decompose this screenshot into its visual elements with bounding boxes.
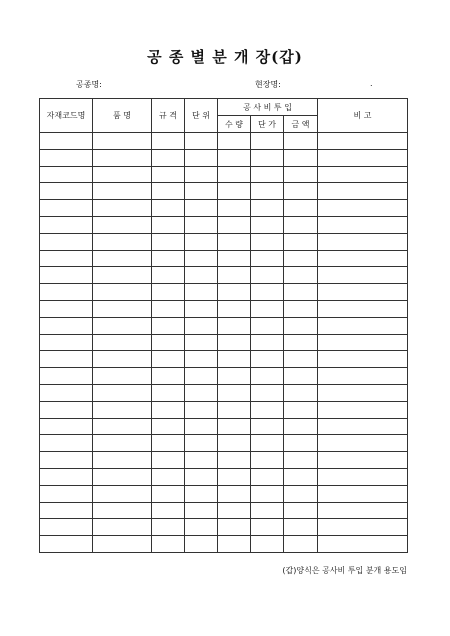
table-cell[interactable]	[218, 166, 251, 183]
table-cell[interactable]	[152, 250, 185, 267]
table-cell[interactable]	[251, 485, 284, 502]
table-cell[interactable]	[218, 317, 251, 334]
table-cell[interactable]	[218, 233, 251, 250]
table-cell[interactable]	[218, 418, 251, 435]
table-cell[interactable]	[93, 452, 152, 469]
table-cell[interactable]	[318, 284, 408, 301]
table-cell[interactable]	[152, 351, 185, 368]
table-row	[40, 149, 408, 166]
table-row	[40, 334, 408, 351]
table-cell[interactable]	[185, 435, 218, 452]
header-unit-price: 단 가	[251, 116, 284, 133]
table-cell[interactable]	[251, 267, 284, 284]
table-cell[interactable]	[93, 401, 152, 418]
table-cell[interactable]	[318, 166, 408, 183]
table-cell[interactable]	[251, 133, 284, 150]
table-cell[interactable]	[218, 200, 251, 217]
table-row	[40, 384, 408, 401]
table-cell[interactable]	[284, 418, 318, 435]
table-cell[interactable]	[284, 250, 318, 267]
table-cell[interactable]	[251, 418, 284, 435]
table-cell[interactable]	[218, 183, 251, 200]
table-cell[interactable]	[251, 536, 284, 553]
table-row	[40, 200, 408, 217]
table-cell[interactable]	[185, 133, 218, 150]
table-cell[interactable]	[93, 200, 152, 217]
table-cell[interactable]	[284, 233, 318, 250]
table-cell[interactable]	[93, 468, 152, 485]
table-row	[40, 183, 408, 200]
table-cell[interactable]	[318, 300, 408, 317]
table-cell[interactable]	[93, 502, 152, 519]
table-cell[interactable]	[284, 502, 318, 519]
table-cell[interactable]	[152, 300, 185, 317]
table-cell[interactable]	[152, 166, 185, 183]
table-cell[interactable]	[93, 166, 152, 183]
table-cell[interactable]	[318, 200, 408, 217]
table-cell[interactable]	[218, 133, 251, 150]
table-row	[40, 468, 408, 485]
site-name-label: 현장명:	[255, 80, 281, 89]
table-row	[40, 300, 408, 317]
table-cell[interactable]	[93, 233, 152, 250]
table-cell[interactable]	[40, 317, 93, 334]
table-cell[interactable]	[152, 233, 185, 250]
table-cell[interactable]	[185, 384, 218, 401]
table-cell[interactable]	[93, 519, 152, 536]
table-cell[interactable]	[152, 536, 185, 553]
table-cell[interactable]	[93, 435, 152, 452]
table-cell[interactable]	[218, 452, 251, 469]
table-cell[interactable]	[185, 334, 218, 351]
table-cell[interactable]	[40, 149, 93, 166]
table-cell[interactable]	[318, 519, 408, 536]
page-title: 공 종 별 분 개 장(갑)	[147, 48, 303, 66]
table-cell[interactable]	[284, 452, 318, 469]
table-row	[40, 368, 408, 385]
table-cell[interactable]	[284, 300, 318, 317]
table-cell[interactable]	[318, 468, 408, 485]
table-cell[interactable]	[40, 384, 93, 401]
table-cell[interactable]	[185, 519, 218, 536]
table-row	[40, 351, 408, 368]
table-cell[interactable]	[93, 183, 152, 200]
table-cell[interactable]	[318, 351, 408, 368]
table-row	[40, 166, 408, 183]
table-cell[interactable]	[218, 485, 251, 502]
table-cell[interactable]	[218, 334, 251, 351]
table-cell[interactable]	[251, 468, 284, 485]
table-cell[interactable]	[93, 351, 152, 368]
table-cell[interactable]	[152, 317, 185, 334]
table-cell[interactable]	[40, 300, 93, 317]
table-cell[interactable]	[40, 452, 93, 469]
table-cell[interactable]	[318, 418, 408, 435]
table-cell[interactable]	[284, 267, 318, 284]
table-row	[40, 401, 408, 418]
table-cell[interactable]	[218, 401, 251, 418]
table-cell[interactable]	[152, 384, 185, 401]
table-cell[interactable]	[40, 519, 93, 536]
table-cell[interactable]	[284, 149, 318, 166]
table-cell[interactable]	[218, 368, 251, 385]
table-cell[interactable]	[284, 284, 318, 301]
table-cell[interactable]	[218, 284, 251, 301]
table-cell[interactable]	[152, 216, 185, 233]
table-cell[interactable]	[251, 368, 284, 385]
table-cell[interactable]	[185, 267, 218, 284]
table-cell[interactable]	[284, 200, 318, 217]
header-remarks: 비 고	[318, 99, 408, 133]
table-cell[interactable]	[284, 468, 318, 485]
table-cell[interactable]	[251, 384, 284, 401]
table-cell[interactable]	[152, 149, 185, 166]
table-cell[interactable]	[284, 317, 318, 334]
table-cell[interactable]	[318, 250, 408, 267]
table-cell[interactable]	[251, 250, 284, 267]
table-cell[interactable]	[40, 233, 93, 250]
table-cell[interactable]	[185, 452, 218, 469]
header-unit: 단 위	[185, 99, 218, 133]
table-cell[interactable]	[318, 233, 408, 250]
table-cell[interactable]	[152, 200, 185, 217]
table-cell[interactable]	[152, 435, 185, 452]
table-cell[interactable]	[318, 502, 408, 519]
table-cell[interactable]	[251, 216, 284, 233]
table-cell[interactable]	[185, 368, 218, 385]
table-cell[interactable]	[93, 334, 152, 351]
table-cell[interactable]	[40, 368, 93, 385]
table-cell[interactable]	[218, 468, 251, 485]
table-cell[interactable]	[251, 401, 284, 418]
table-cell[interactable]	[284, 536, 318, 553]
table-row	[40, 233, 408, 250]
table-cell[interactable]	[152, 368, 185, 385]
table-cell[interactable]	[152, 183, 185, 200]
table-cell[interactable]	[251, 317, 284, 334]
table-cell[interactable]	[40, 468, 93, 485]
table-row	[40, 267, 408, 284]
header-construction-cost: 공 사 비 투 입	[218, 99, 318, 116]
table-cell[interactable]	[93, 368, 152, 385]
table-row	[40, 250, 408, 267]
table-cell[interactable]	[318, 452, 408, 469]
table-cell[interactable]	[40, 334, 93, 351]
table-cell[interactable]	[40, 351, 93, 368]
table-row	[40, 317, 408, 334]
table-cell[interactable]	[318, 384, 408, 401]
table-cell[interactable]	[93, 250, 152, 267]
table-cell[interactable]	[284, 166, 318, 183]
header-amount: 금 액	[284, 116, 318, 133]
table-cell[interactable]	[40, 133, 93, 150]
table-cell[interactable]	[40, 401, 93, 418]
table-cell[interactable]	[218, 216, 251, 233]
table-cell[interactable]	[284, 368, 318, 385]
table-cell[interactable]	[152, 267, 185, 284]
table-cell[interactable]	[93, 284, 152, 301]
table-cell[interactable]	[318, 267, 408, 284]
table-cell[interactable]	[218, 250, 251, 267]
header-material-code: 자재코드명	[40, 99, 93, 133]
table-cell[interactable]	[218, 351, 251, 368]
table-cell[interactable]	[284, 334, 318, 351]
table-cell[interactable]	[93, 149, 152, 166]
table-cell[interactable]	[284, 216, 318, 233]
table-cell[interactable]	[93, 216, 152, 233]
table-cell[interactable]	[185, 418, 218, 435]
header-spec: 규 격	[152, 99, 185, 133]
table-row	[40, 284, 408, 301]
table-cell[interactable]	[251, 300, 284, 317]
table-cell[interactable]	[40, 435, 93, 452]
table-cell[interactable]	[185, 284, 218, 301]
ledger-body	[40, 133, 408, 553]
table-cell[interactable]	[218, 384, 251, 401]
table-cell[interactable]	[284, 351, 318, 368]
table-cell[interactable]	[284, 435, 318, 452]
table-cell[interactable]	[185, 233, 218, 250]
table-cell[interactable]	[185, 166, 218, 183]
table-cell[interactable]	[152, 519, 185, 536]
header-dot-mark: .	[370, 79, 373, 88]
header-quantity: 수 량	[218, 116, 251, 133]
table-cell[interactable]	[251, 233, 284, 250]
table-cell[interactable]	[218, 149, 251, 166]
table-cell[interactable]	[40, 502, 93, 519]
table-cell[interactable]	[185, 536, 218, 553]
table-cell[interactable]	[218, 300, 251, 317]
table-cell[interactable]	[152, 418, 185, 435]
table-cell[interactable]	[318, 401, 408, 418]
table-cell[interactable]	[185, 502, 218, 519]
table-cell[interactable]	[152, 334, 185, 351]
table-cell[interactable]	[93, 418, 152, 435]
table-cell[interactable]	[251, 435, 284, 452]
table-cell[interactable]	[284, 183, 318, 200]
table-cell[interactable]	[185, 401, 218, 418]
table-cell[interactable]	[93, 536, 152, 553]
table-row	[40, 216, 408, 233]
table-cell[interactable]	[185, 216, 218, 233]
table-cell[interactable]	[93, 384, 152, 401]
table-cell[interactable]	[251, 284, 284, 301]
table-row	[40, 435, 408, 452]
table-cell[interactable]	[185, 183, 218, 200]
table-cell[interactable]	[40, 200, 93, 217]
table-cell[interactable]	[218, 502, 251, 519]
table-cell[interactable]	[218, 267, 251, 284]
table-row	[40, 452, 408, 469]
table-cell[interactable]	[185, 485, 218, 502]
table-cell[interactable]	[251, 200, 284, 217]
table-cell[interactable]	[185, 250, 218, 267]
table-cell[interactable]	[318, 133, 408, 150]
table-cell[interactable]	[40, 418, 93, 435]
table-cell[interactable]	[40, 250, 93, 267]
work-type-label: 공종명:	[76, 80, 102, 89]
table-cell[interactable]	[40, 183, 93, 200]
table-cell[interactable]	[251, 183, 284, 200]
table-cell[interactable]	[152, 452, 185, 469]
table-cell[interactable]	[152, 284, 185, 301]
table-cell[interactable]	[40, 536, 93, 553]
table-cell[interactable]	[218, 536, 251, 553]
table-cell[interactable]	[318, 317, 408, 334]
table-cell[interactable]	[40, 284, 93, 301]
table-cell[interactable]	[93, 267, 152, 284]
table-cell[interactable]	[185, 317, 218, 334]
table-cell[interactable]	[284, 133, 318, 150]
table-cell[interactable]	[251, 149, 284, 166]
table-cell[interactable]	[185, 351, 218, 368]
table-cell[interactable]	[251, 519, 284, 536]
table-cell[interactable]	[93, 133, 152, 150]
table-cell[interactable]	[40, 485, 93, 502]
table-cell[interactable]	[185, 468, 218, 485]
table-cell[interactable]	[152, 401, 185, 418]
table-row	[40, 536, 408, 553]
table-cell[interactable]	[185, 200, 218, 217]
table-cell[interactable]	[93, 317, 152, 334]
table-row	[40, 418, 408, 435]
table-cell[interactable]	[152, 485, 185, 502]
table-cell[interactable]	[185, 149, 218, 166]
table-cell[interactable]	[152, 502, 185, 519]
table-cell[interactable]	[251, 351, 284, 368]
table-cell[interactable]	[318, 368, 408, 385]
table-cell[interactable]	[93, 485, 152, 502]
table-cell[interactable]	[318, 149, 408, 166]
table-cell[interactable]	[251, 502, 284, 519]
table-cell[interactable]	[40, 216, 93, 233]
table-cell[interactable]	[284, 519, 318, 536]
table-cell[interactable]	[152, 133, 185, 150]
table-cell[interactable]	[318, 435, 408, 452]
table-row	[40, 133, 408, 150]
table-cell[interactable]	[185, 300, 218, 317]
table-cell[interactable]	[93, 300, 152, 317]
table-cell[interactable]	[284, 401, 318, 418]
table-row	[40, 502, 408, 519]
table-cell[interactable]	[251, 452, 284, 469]
table-row	[40, 485, 408, 502]
ledger-table	[39, 98, 408, 553]
table-cell[interactable]	[318, 216, 408, 233]
table-cell[interactable]	[251, 334, 284, 351]
table-cell[interactable]	[152, 468, 185, 485]
table-cell[interactable]	[284, 384, 318, 401]
header-item-name: 품 명	[93, 99, 152, 133]
table-cell[interactable]	[40, 267, 93, 284]
table-cell[interactable]	[284, 485, 318, 502]
table-cell[interactable]	[218, 519, 251, 536]
table-cell[interactable]	[251, 166, 284, 183]
table-cell[interactable]	[318, 183, 408, 200]
table-cell[interactable]	[218, 435, 251, 452]
table-cell[interactable]	[318, 485, 408, 502]
table-row	[40, 519, 408, 536]
table-cell[interactable]	[40, 166, 93, 183]
table-cell[interactable]	[318, 334, 408, 351]
footnote: (갑)양식은 공사비 투입 분개 용도임	[282, 566, 407, 575]
table-cell[interactable]	[318, 536, 408, 553]
